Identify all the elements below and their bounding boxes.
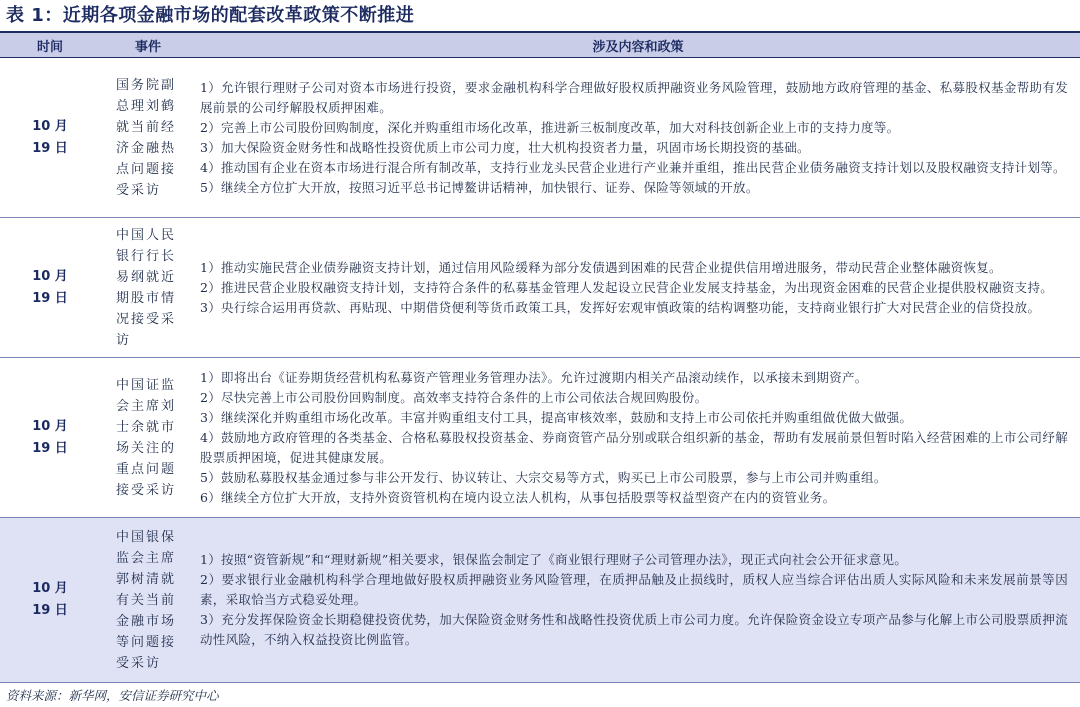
date-day: 19 日 <box>32 140 68 156</box>
table-title: 表 1：近期各项金融市场的配套改革政策不断推进 <box>6 5 415 26</box>
policy-item: 3）加大保险资金财务性和战略性投资优质上市公司力度，壮大机构投资者力量，巩固市场长期投资的基础。 <box>200 139 810 155</box>
event-cell <box>100 518 196 683</box>
column-header-event: 事件 <box>100 33 196 58</box>
policy-item: 3）继续深化并购重组市场化改革。丰富并购重组支付工具，提高审核效率，鼓励和支持上市公司依托并购重组做优做大做强。 <box>200 409 913 425</box>
date-month: 10 月 <box>32 581 68 596</box>
policy-item: 2）完善上市公司股份回购制度，深化并购重组市场化改革，推进新三板制度改革，加大对科技创新企业上市的支持力度等。 <box>200 119 900 135</box>
date-month: 10 月 <box>32 418 68 434</box>
policy-table <box>0 33 1080 683</box>
date-cell <box>0 358 100 518</box>
content-cell <box>196 518 1080 683</box>
table-row <box>0 58 1080 218</box>
content-cell <box>196 358 1080 518</box>
policy-item: 1）按照“资管新规”和“理财新规”相关要求，银保监会制定了《商业银行理财子公司管理办法》，现正式向社会公开征求意见。 <box>200 552 908 567</box>
policy-item: 1）允许银行理财子公司对资本市场进行投资，要求金融机构科学合理做好股权质押融资业务风险管理，鼓励地方政府管理的基金、私募股权基金帮助有发展前景的公司纾解股权质押困难。 <box>200 79 1068 115</box>
policy-item: 1）即将出台《证券期货经营机构私募资产管理业务管理办法》。允许过渡期内相关产品滚动续作，以承接未到期资产。 <box>200 369 868 385</box>
policy-item: 3）央行综合运用再贷款、再贴现、中期借贷便利等货币政策工具，发挥好宏观审慎政策的结构调整功能，支持商业银行扩大对民营企业的信贷投放。 <box>200 299 1041 315</box>
date-month: 10 月 <box>32 118 68 134</box>
column-header-time: 时间 <box>0 33 100 58</box>
policy-item: 1）推动实施民营企业债券融资支持计划，通过信用风险缓释为部分发债遇到困难的民营企业提供信用增进服务，带动民营企业整体融资恢复。 <box>200 259 1002 275</box>
table-row <box>0 218 1080 358</box>
date-cell <box>0 218 100 358</box>
column-header-content: 涉及内容和政策 <box>196 33 1080 58</box>
policy-item: 4）鼓励地方政府管理的各类基金、合格私募股权投资基金、券商资管产品分别或联合组织新的基金，帮助有发展前景但暂时陷入经营困难的上市公司纾解股票质押困境，促进其健康发展。 <box>200 429 1068 465</box>
policy-item: 5）继续全方位扩大开放，按照习近平总书记博鳌讲话精神，加快银行、证券、保险等领域的开放。 <box>200 179 759 195</box>
policy-item: 3）充分发挥保险资金长期稳健投资优势，加大保险资金财务性和战略性投资优质上市公司力度。允许保险资金设立专项产品参与化解上市公司股票质押流动性风险，不纳入权益投资比例监管。 <box>200 612 1068 647</box>
content-cell <box>196 218 1080 358</box>
date-day: 19 日 <box>32 290 68 306</box>
event-cell <box>100 58 196 218</box>
date-month: 10 月 <box>32 268 68 284</box>
event-text: 国务院副总理刘鹤就当前经济金融热点问题接受采访 <box>116 77 177 198</box>
policy-item: 5）鼓励私募股权基金通过参与非公开发行、协议转让、大宗交易等方式，购买已上市公司股票，参与上市公司并购重组。 <box>200 469 887 485</box>
event-cell <box>100 218 196 358</box>
table-row <box>0 518 1080 683</box>
event-text: 中国银保监会主席郭树清就有关当前金融市场等问题接受采访 <box>116 529 177 671</box>
date-cell <box>0 518 100 683</box>
date-cell <box>0 58 100 218</box>
table-row <box>0 358 1080 518</box>
event-text: 中国人民银行行长易纲就近期股市情况接受采访 <box>116 227 177 348</box>
policy-item: 2）要求银行业金融机构科学合理地做好股权质押融资业务风险管理，在质押品触及止损线时，质权人应当综合评估出质人实际风险和未来发展前景等因素，采取恰当方式稳妥处理。 <box>200 572 1068 607</box>
policy-item: 2）尽快完善上市公司股份回购制度。高效率支持符合条件的上市公司依法合规回购股份。 <box>200 389 708 405</box>
event-cell <box>100 358 196 518</box>
source-note: 资料来源：新华网，安信证券研究中心 <box>6 688 219 703</box>
content-cell <box>196 58 1080 218</box>
policy-item: 4）推动国有企业在资本市场进行混合所有制改革，支持行业龙头民营企业进行产业兼并重组，推出民营企业债务融资支持计划以及股权融资支持计划等。 <box>200 159 1066 175</box>
event-text: 中国证监会主席刘士余就市场关注的重点问题接受采访 <box>116 377 177 498</box>
date-day: 19 日 <box>32 440 68 456</box>
policy-item: 2）推进民营企业股权融资支持计划，支持符合条件的私募基金管理人发起设立民营企业发展支持基金，为出现资金困难的民营企业提供股权融资支持。 <box>200 279 1054 295</box>
header-row <box>0 33 1080 58</box>
date-day: 19 日 <box>32 603 68 618</box>
policy-item: 6）继续全方位扩大开放，支持外资资管机构在境内设立法人机构，从事包括股票等权益型资产在内的资管业务。 <box>200 489 836 505</box>
